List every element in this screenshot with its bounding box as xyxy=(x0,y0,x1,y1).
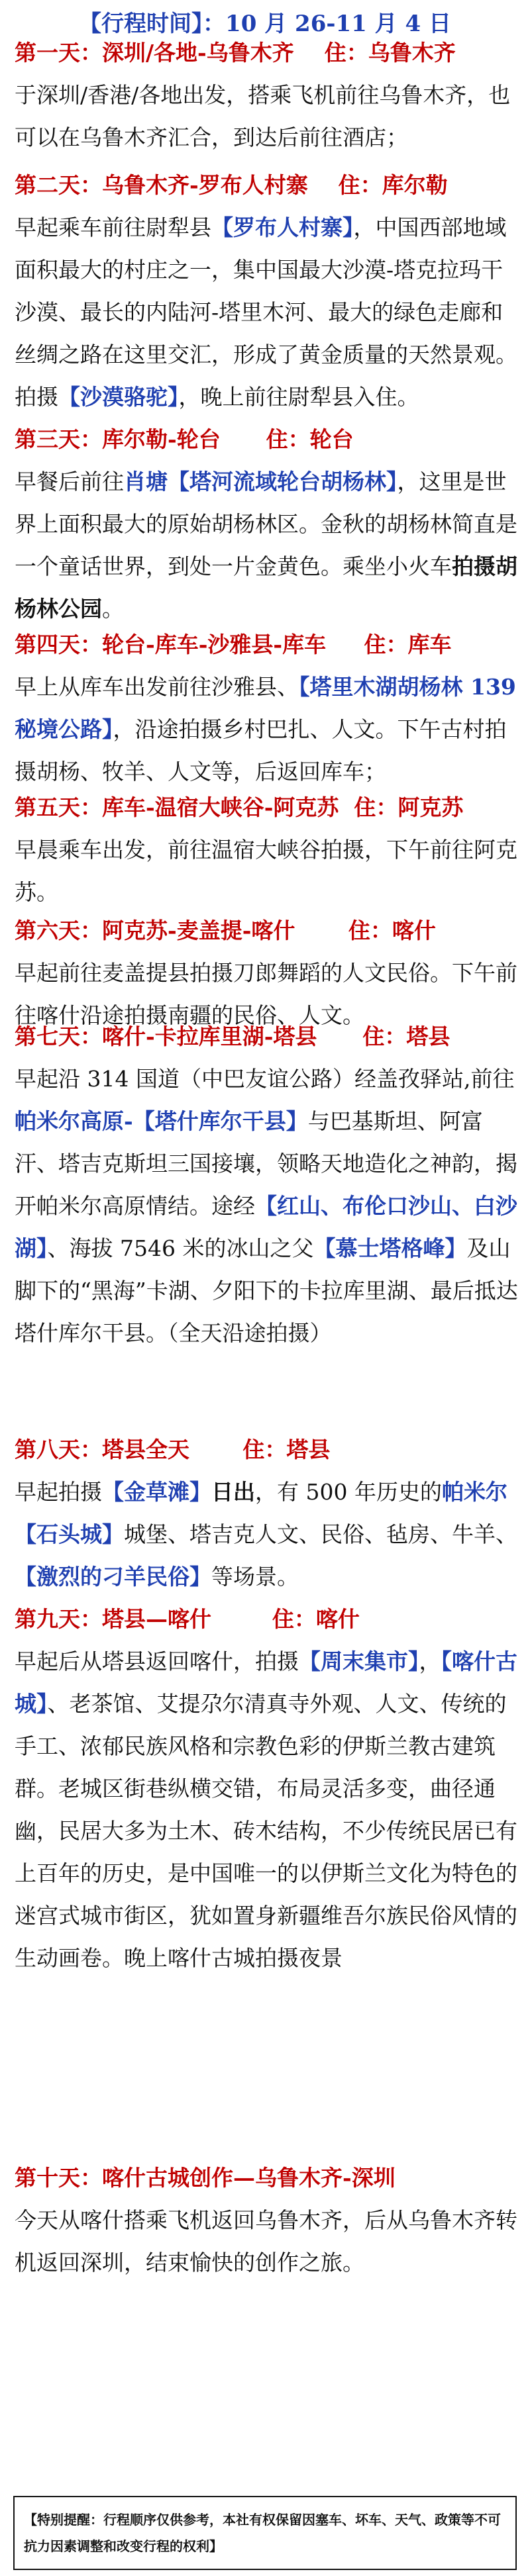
day-description xyxy=(15,461,519,630)
highlighted-place: 【红山、布伦口沙山、白沙湖】 xyxy=(15,1193,517,1261)
day-title: 第七天：喀什-卡拉库里湖-塔县 住：塔县 xyxy=(15,1024,450,1049)
bold-text: 拍摄胡杨林公园 xyxy=(15,553,517,622)
description-text: 城堡、塔吉克人文、民俗、毡房、牛羊、 xyxy=(124,1521,517,1547)
highlighted-place: 【塔里木湖胡杨林 139 秘境公路】 xyxy=(15,674,516,742)
day-section-8 xyxy=(15,1429,519,1598)
day-title: 第一天：深圳/各地-乌鲁木齐 住：乌鲁木齐 xyxy=(15,40,456,66)
description-text: 早起后从塔县返回喀什，拍摄 xyxy=(15,1648,299,1674)
day-description xyxy=(15,2199,519,2284)
description-text: ，晚上前往尉犁县入住。 xyxy=(178,384,419,410)
itinerary-time-header: 【行程时间】：10 月 26-11 月 4 日 xyxy=(79,11,451,37)
day-description xyxy=(15,207,519,418)
day-description xyxy=(15,1641,519,1980)
day-description xyxy=(15,666,519,793)
description-text: ，有 500 年历史的 xyxy=(255,1479,442,1505)
day-section-2 xyxy=(15,164,519,418)
day-title: 第八天：塔县全天 住：塔县 xyxy=(15,1437,331,1462)
description-text: 于深圳/香港/各地出发，搭乘飞机前往乌鲁木齐，也可以在乌鲁木齐汇合，到达后前往酒店； xyxy=(15,82,511,150)
description-text: 早上从库车出发前往沙雅县、 xyxy=(15,674,299,700)
day-title: 第五天：库车-温宿大峡谷-阿克苏 住：阿克苏 xyxy=(15,794,464,820)
highlighted-place: 【金草滩】 xyxy=(102,1479,211,1505)
description-text: 早起拍摄 xyxy=(15,1479,102,1505)
description-text: 等场景。 xyxy=(211,1564,299,1590)
day-section-1 xyxy=(15,32,519,159)
day-title: 第六天：阿克苏-麦盖提-喀什 住：喀什 xyxy=(15,918,436,943)
day-section-3 xyxy=(15,418,519,630)
highlighted-place: 【喀什古城】 xyxy=(15,1648,517,1717)
day-title: 第二天：乌鲁木齐-罗布人村寨 住：库尔勒 xyxy=(15,172,448,198)
day-title: 第四天：轮台-库车-沙雅县-库车 住：库车 xyxy=(15,632,452,657)
highlighted-place: 帕米尔高原-【塔什库尔干县】 xyxy=(15,1108,308,1134)
special-reminder-note: 【特别提醒：行程顺序仅供参考，本社有权保留因塞车、坏车、天气、政策等不可抗力因素调整和改变行程的权利】 xyxy=(13,2496,517,2570)
day-section-5 xyxy=(15,787,519,914)
highlighted-place: 【沙漠骆驼】 xyxy=(58,384,179,410)
description-text: 早餐后前往 xyxy=(15,469,124,495)
description-text: 与巴基斯坦、阿富汗、塔吉克斯坦三国接壤，领略天地造化之神韵，揭开帕米尔高原情结。途经 xyxy=(15,1108,517,1219)
description-text: ，中国西部地域面积最大的村庄之一，集中国最大沙漠-塔克拉玛干沙漠、最长的内陆河-塔里木河、最大的绿色走廊和丝绸之路在这里交汇，形成了黄金质量的天然景观。拍摄 xyxy=(15,215,517,410)
day-section-9 xyxy=(15,1598,519,1980)
day-description xyxy=(15,1058,519,1355)
description-text: 、海拔 7546 米的冰山之父 xyxy=(47,1235,314,1261)
bold-text: 日出 xyxy=(211,1479,255,1505)
highlighted-place: 【激烈的刁羊民俗】 xyxy=(15,1564,211,1590)
day-description xyxy=(15,829,519,914)
description-text: 。 xyxy=(102,596,124,622)
description-text: 、老茶馆、艾提尕尔清真寺外观、人文、传统的手工、浓郁民族风格和宗教色彩的伊斯兰教古建筑群。老城区街巷纵横交错，布局灵活多变，曲径通幽，民居大多为土木、砖木结构，不少传统民居已有上百年的历史，是中国唯一的以伊斯兰文化为特色的 迷宫式城市街区，犹如置身新疆维吾尔族民俗风情的生动画卷。晚上喀什古城拍摄夜景 xyxy=(15,1691,517,1971)
day-section-4 xyxy=(15,624,519,793)
highlighted-place: 【罗布人村寨】 xyxy=(211,215,354,240)
day-title: 第九天：塔县—喀什 住：喀什 xyxy=(15,1606,360,1632)
highlighted-place: 肖塘【塔河流域轮台胡杨林】 xyxy=(124,469,398,495)
highlighted-place: 帕米尔【石头城】 xyxy=(15,1479,507,1547)
description-text: 今天从喀什搭乘飞机返回乌鲁木齐，后从乌鲁木齐转机返回深圳，结束愉快的创作之旅。 xyxy=(15,2207,517,2275)
day-description xyxy=(15,74,519,159)
description-text: 早起前往麦盖提县拍摄刀郎舞蹈的人文民俗。下午前往喀什沿途拍摄南疆的民俗、人文。 xyxy=(15,960,517,1028)
description-text: ， xyxy=(419,1648,441,1674)
day-title: 第十天：喀什古城创作—乌鲁木齐-深圳 xyxy=(15,2165,396,2191)
description-text: 早起沿 314 国道（中巴友谊公路）经盖孜驿站,前往 xyxy=(15,1066,515,1092)
day-description xyxy=(15,1471,519,1598)
description-text: 早晨乘车出发，前往温宿大峡谷拍摄，下午前往阿克苏。 xyxy=(15,837,517,905)
day-title: 第三天：库尔勒-轮台 住：轮台 xyxy=(15,426,354,452)
description-text: 早起乘车前往尉犁县 xyxy=(15,215,211,240)
day-section-7 xyxy=(15,1016,519,1355)
highlighted-place: 【慕士塔格峰】 xyxy=(313,1235,467,1261)
description-text: ，沿途拍摄乡村巴扎、人文。下午古村拍摄胡杨、牧羊、人文等，后返回库车； xyxy=(15,716,507,785)
description-text: ，这里是世界上面积最大的原始胡杨林区。金秋的胡杨林简直是一个童话世界，到处一片金黄色。乘坐小火车 xyxy=(15,469,517,579)
highlighted-place: 【周末集市】 xyxy=(299,1648,419,1674)
day-section-10 xyxy=(15,2157,519,2284)
description-text: 及山脚下的“黑海”卡湖、夕阳下的卡拉库里湖、最后抵达塔什库尔干县。（全天沿途拍摄） xyxy=(15,1235,518,1346)
